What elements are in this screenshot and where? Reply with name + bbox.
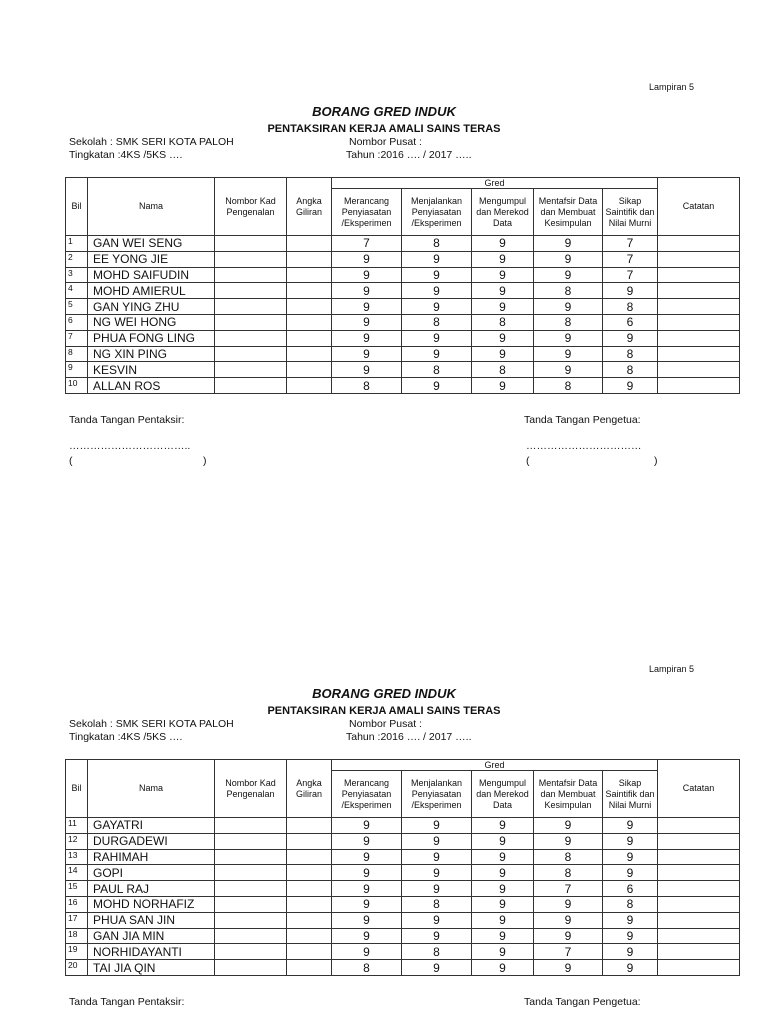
- cell-bil: 10: [66, 378, 88, 394]
- name-bracket-open-left: (: [69, 455, 73, 467]
- header-merancang: Merancang Penyiasatan /Eksperimen: [332, 189, 402, 236]
- cell-merancang: 9: [332, 330, 402, 346]
- cell-menjalankan: 8: [402, 896, 472, 912]
- cell-nombor-kad: [215, 346, 287, 362]
- cell-nama: MOHD AMIERUL: [88, 283, 215, 299]
- lampiran-label: Lampiran 5: [649, 82, 695, 92]
- cell-merancang: 9: [332, 896, 402, 912]
- cell-nama: NG XIN PING: [88, 346, 215, 362]
- cell-bil: 8: [66, 346, 88, 362]
- table-row: [66, 346, 740, 362]
- table-row: [66, 881, 740, 897]
- cell-catatan: [658, 865, 740, 881]
- cell-angka-giliran: [287, 378, 332, 394]
- header-menjalankan: Menjalankan Penyiasatan /Eksperimen: [402, 771, 472, 818]
- cell-catatan: [658, 833, 740, 849]
- table-row: [66, 896, 740, 912]
- header-merancang: Merancang Penyiasatan /Eksperimen: [332, 771, 402, 818]
- cell-angka-giliran: [287, 818, 332, 834]
- cell-mentafsir: 9: [534, 833, 603, 849]
- cell-merancang: 9: [332, 944, 402, 960]
- cell-sikap: 9: [603, 818, 658, 834]
- header-mengumpul: Mengumpul dan Merekod Data: [472, 189, 534, 236]
- cell-nama: MOHD NORHAFIZ: [88, 896, 215, 912]
- cell-bil: 19: [66, 944, 88, 960]
- header-nombor-kad: Nombor Kad Pengenalan: [215, 178, 287, 236]
- cell-mengumpul: 9: [472, 330, 534, 346]
- cell-nama: ALLAN ROS: [88, 378, 215, 394]
- cell-nombor-kad: [215, 928, 287, 944]
- cell-merancang: 8: [332, 960, 402, 976]
- cell-bil: 15: [66, 881, 88, 897]
- cell-mengumpul: 9: [472, 236, 534, 252]
- header-sikap: Sikap Saintifik dan Nilai Murni: [603, 771, 658, 818]
- cell-menjalankan: 9: [402, 833, 472, 849]
- cell-mentafsir: 9: [534, 912, 603, 928]
- table-row: [66, 944, 740, 960]
- cell-angka-giliran: [287, 928, 332, 944]
- cell-nama: PHUA FONG LING: [88, 330, 215, 346]
- cell-mengumpul: 9: [472, 378, 534, 394]
- cell-bil: 5: [66, 299, 88, 315]
- cell-angka-giliran: [287, 362, 332, 378]
- cell-mentafsir: 8: [534, 378, 603, 394]
- cell-menjalankan: 9: [402, 881, 472, 897]
- form-title: BORANG GRED INDUK: [312, 686, 456, 701]
- header-nama: Nama: [88, 178, 215, 236]
- cell-bil: 14: [66, 865, 88, 881]
- cell-bil: 13: [66, 849, 88, 865]
- table-row: [66, 865, 740, 881]
- cell-sikap: 8: [603, 362, 658, 378]
- tanda-tangan-pengetua: Tanda Tangan Pengetua:: [524, 414, 641, 426]
- cell-sikap: 9: [603, 865, 658, 881]
- cell-menjalankan: 9: [402, 960, 472, 976]
- header-catatan: Catatan: [658, 178, 740, 236]
- table-row: [66, 833, 740, 849]
- cell-menjalankan: 9: [402, 251, 472, 267]
- cell-nama: NG WEI HONG: [88, 314, 215, 330]
- cell-mengumpul: 9: [472, 346, 534, 362]
- cell-bil: 12: [66, 833, 88, 849]
- cell-sikap: 9: [603, 833, 658, 849]
- cell-bil: 16: [66, 896, 88, 912]
- cell-nombor-kad: [215, 378, 287, 394]
- header-mengumpul: Mengumpul dan Merekod Data: [472, 771, 534, 818]
- cell-angka-giliran: [287, 865, 332, 881]
- cell-nama: TAI JIA QIN: [88, 960, 215, 976]
- header-mentafsir: Mentafsir Data dan Membuat Kesimpulan: [534, 771, 603, 818]
- cell-nombor-kad: [215, 896, 287, 912]
- cell-mentafsir: 9: [534, 960, 603, 976]
- cell-nombor-kad: [215, 960, 287, 976]
- cell-angka-giliran: [287, 912, 332, 928]
- cell-mentafsir: 9: [534, 896, 603, 912]
- cell-merancang: 9: [332, 818, 402, 834]
- cell-sikap: 8: [603, 896, 658, 912]
- cell-mentafsir: 9: [534, 362, 603, 378]
- cell-sikap: 9: [603, 849, 658, 865]
- cell-merancang: 8: [332, 378, 402, 394]
- form-subtitle: PENTAKSIRAN KERJA AMALI SAINS TERAS: [267, 705, 501, 717]
- cell-bil: 11: [66, 818, 88, 834]
- cell-mengumpul: 9: [472, 267, 534, 283]
- cell-angka-giliran: [287, 849, 332, 865]
- cell-bil: 3: [66, 267, 88, 283]
- cell-nama: GAYATRI: [88, 818, 215, 834]
- cell-sikap: 8: [603, 346, 658, 362]
- cell-catatan: [658, 912, 740, 928]
- cell-mengumpul: 9: [472, 818, 534, 834]
- cell-nombor-kad: [215, 865, 287, 881]
- cell-sikap: 9: [603, 912, 658, 928]
- cell-merancang: 9: [332, 251, 402, 267]
- nombor-pusat-label: Nombor Pusat :: [349, 136, 422, 148]
- cell-merancang: 9: [332, 881, 402, 897]
- cell-mengumpul: 9: [472, 849, 534, 865]
- cell-catatan: [658, 960, 740, 976]
- cell-nombor-kad: [215, 881, 287, 897]
- cell-bil: 2: [66, 251, 88, 267]
- name-bracket-close-left: ): [203, 455, 207, 467]
- cell-mengumpul: 9: [472, 251, 534, 267]
- signature-line-right: ……………………………: [526, 440, 642, 452]
- cell-mentafsir: 9: [534, 818, 603, 834]
- cell-sikap: 9: [603, 928, 658, 944]
- cell-merancang: 9: [332, 267, 402, 283]
- cell-nama: NORHIDAYANTI: [88, 944, 215, 960]
- header-nama: Nama: [88, 760, 215, 818]
- header-angka-giliran: Angka Giliran: [287, 178, 332, 236]
- cell-sikap: 8: [603, 299, 658, 315]
- cell-mentafsir: 8: [534, 314, 603, 330]
- header-menjalankan: Menjalankan Penyiasatan /Eksperimen: [402, 189, 472, 236]
- cell-merancang: 9: [332, 362, 402, 378]
- nombor-pusat-label: Nombor Pusat :: [349, 718, 422, 730]
- header-gred: Gred: [332, 760, 658, 771]
- table-row: [66, 362, 740, 378]
- tanda-tangan-pengetua: Tanda Tangan Pengetua:: [524, 996, 641, 1008]
- cell-merancang: 9: [332, 346, 402, 362]
- sekolah-label: Sekolah : SMK SERI KOTA PALOH: [69, 718, 234, 730]
- cell-menjalankan: 9: [402, 818, 472, 834]
- table-row: [66, 928, 740, 944]
- sekolah-label: Sekolah : SMK SERI KOTA PALOH: [69, 136, 234, 148]
- cell-nama: PAUL RAJ: [88, 881, 215, 897]
- cell-mentafsir: 7: [534, 881, 603, 897]
- cell-catatan: [658, 378, 740, 394]
- cell-mengumpul: 9: [472, 283, 534, 299]
- cell-nombor-kad: [215, 818, 287, 834]
- header-mentafsir: Mentafsir Data dan Membuat Kesimpulan: [534, 189, 603, 236]
- cell-mentafsir: 9: [534, 928, 603, 944]
- cell-catatan: [658, 849, 740, 865]
- cell-bil: 1: [66, 236, 88, 252]
- cell-angka-giliran: [287, 346, 332, 362]
- cell-menjalankan: 9: [402, 378, 472, 394]
- cell-mentafsir: 9: [534, 251, 603, 267]
- cell-mengumpul: 9: [472, 881, 534, 897]
- header-catatan: Catatan: [658, 760, 740, 818]
- cell-sikap: 9: [603, 378, 658, 394]
- cell-angka-giliran: [287, 833, 332, 849]
- cell-nama: DURGADEWI: [88, 833, 215, 849]
- cell-sikap: 9: [603, 944, 658, 960]
- cell-angka-giliran: [287, 944, 332, 960]
- header-nombor-kad: Nombor Kad Pengenalan: [215, 760, 287, 818]
- cell-nombor-kad: [215, 362, 287, 378]
- cell-menjalankan: 8: [402, 944, 472, 960]
- cell-bil: 7: [66, 330, 88, 346]
- header-sikap: Sikap Saintifik dan Nilai Murni: [603, 189, 658, 236]
- cell-nama: MOHD SAIFUDIN: [88, 267, 215, 283]
- cell-nama: GAN YING ZHU: [88, 299, 215, 315]
- table-row: [66, 849, 740, 865]
- cell-mentafsir: 9: [534, 236, 603, 252]
- cell-menjalankan: 9: [402, 849, 472, 865]
- tahun-label: Tahun :2016 …. / 2017 …..: [346, 149, 472, 161]
- cell-mengumpul: 9: [472, 944, 534, 960]
- cell-nombor-kad: [215, 944, 287, 960]
- lampiran-label: Lampiran 5: [649, 664, 695, 674]
- cell-nama: GAN JIA MIN: [88, 928, 215, 944]
- cell-mengumpul: 9: [472, 833, 534, 849]
- cell-nama: PHUA SAN JIN: [88, 912, 215, 928]
- cell-merancang: 9: [332, 928, 402, 944]
- cell-merancang: 9: [332, 849, 402, 865]
- cell-catatan: [658, 346, 740, 362]
- cell-mengumpul: 9: [472, 960, 534, 976]
- cell-sikap: 7: [603, 267, 658, 283]
- cell-sikap: 9: [603, 960, 658, 976]
- header-angka-giliran: Angka Giliran: [287, 760, 332, 818]
- cell-sikap: 9: [603, 330, 658, 346]
- cell-nama: KESVIN: [88, 362, 215, 378]
- cell-catatan: [658, 362, 740, 378]
- cell-nama: EE YONG JIE: [88, 251, 215, 267]
- cell-catatan: [658, 944, 740, 960]
- cell-bil: 6: [66, 314, 88, 330]
- cell-merancang: 9: [332, 299, 402, 315]
- name-bracket-open-right: (: [526, 455, 530, 467]
- form-subtitle: PENTAKSIRAN KERJA AMALI SAINS TERAS: [267, 123, 501, 135]
- cell-menjalankan: 8: [402, 236, 472, 252]
- cell-mengumpul: 9: [472, 865, 534, 881]
- cell-nombor-kad: [215, 849, 287, 865]
- cell-menjalankan: 9: [402, 865, 472, 881]
- name-bracket-close-right: ): [654, 455, 658, 467]
- cell-mengumpul: 9: [472, 912, 534, 928]
- tanda-tangan-pentaksir: Tanda Tangan Pentaksir:: [69, 414, 185, 426]
- cell-angka-giliran: [287, 896, 332, 912]
- cell-catatan: [658, 818, 740, 834]
- cell-menjalankan: 8: [402, 314, 472, 330]
- cell-angka-giliran: [287, 881, 332, 897]
- cell-catatan: [658, 896, 740, 912]
- header-gred: Gred: [332, 178, 658, 189]
- cell-mengumpul: 8: [472, 314, 534, 330]
- table-row: [66, 378, 740, 394]
- cell-bil: 9: [66, 362, 88, 378]
- cell-merancang: 9: [332, 314, 402, 330]
- cell-mentafsir: 7: [534, 944, 603, 960]
- cell-menjalankan: 9: [402, 912, 472, 928]
- cell-merancang: 9: [332, 283, 402, 299]
- cell-catatan: [658, 928, 740, 944]
- signature-line-left: ……………………………..: [69, 440, 191, 452]
- cell-sikap: 9: [603, 283, 658, 299]
- cell-menjalankan: 9: [402, 928, 472, 944]
- cell-mengumpul: 9: [472, 896, 534, 912]
- cell-nama: GAN WEI SENG: [88, 236, 215, 252]
- cell-menjalankan: 9: [402, 330, 472, 346]
- cell-mentafsir: 9: [534, 346, 603, 362]
- cell-sikap: 7: [603, 251, 658, 267]
- cell-angka-giliran: [287, 960, 332, 976]
- cell-menjalankan: 9: [402, 346, 472, 362]
- cell-nombor-kad: [215, 833, 287, 849]
- cell-merancang: 7: [332, 236, 402, 252]
- cell-menjalankan: 9: [402, 267, 472, 283]
- cell-bil: 18: [66, 928, 88, 944]
- grade-table: [65, 759, 740, 976]
- cell-sikap: 6: [603, 314, 658, 330]
- table-row: [66, 960, 740, 976]
- cell-mentafsir: 9: [534, 330, 603, 346]
- cell-merancang: 9: [332, 865, 402, 881]
- header-bil: Bil: [66, 760, 88, 818]
- cell-mengumpul: 9: [472, 928, 534, 944]
- cell-menjalankan: 9: [402, 299, 472, 315]
- cell-catatan: [658, 881, 740, 897]
- form-title: BORANG GRED INDUK: [312, 104, 456, 119]
- cell-nama: GOPI: [88, 865, 215, 881]
- tahun-label: Tahun :2016 …. / 2017 …..: [346, 731, 472, 743]
- cell-mentafsir: 8: [534, 283, 603, 299]
- cell-bil: 17: [66, 912, 88, 928]
- cell-sikap: 7: [603, 236, 658, 252]
- cell-mentafsir: 9: [534, 299, 603, 315]
- cell-menjalankan: 9: [402, 283, 472, 299]
- cell-mentafsir: 9: [534, 267, 603, 283]
- header-bil: Bil: [66, 178, 88, 236]
- cell-bil: 20: [66, 960, 88, 976]
- cell-mentafsir: 8: [534, 849, 603, 865]
- cell-nama: RAHIMAH: [88, 849, 215, 865]
- tingkatan-label: Tingkatan :4KS /5KS ….: [69, 149, 183, 161]
- cell-menjalankan: 8: [402, 362, 472, 378]
- cell-mengumpul: 8: [472, 362, 534, 378]
- cell-mengumpul: 9: [472, 299, 534, 315]
- tingkatan-label: Tingkatan :4KS /5KS ….: [69, 731, 183, 743]
- tanda-tangan-pentaksir: Tanda Tangan Pentaksir:: [69, 996, 185, 1008]
- cell-merancang: 9: [332, 912, 402, 928]
- cell-bil: 4: [66, 283, 88, 299]
- cell-merancang: 9: [332, 833, 402, 849]
- table-row: [66, 818, 740, 834]
- cell-sikap: 6: [603, 881, 658, 897]
- table-row: [66, 912, 740, 928]
- cell-nombor-kad: [215, 912, 287, 928]
- cell-mentafsir: 8: [534, 865, 603, 881]
